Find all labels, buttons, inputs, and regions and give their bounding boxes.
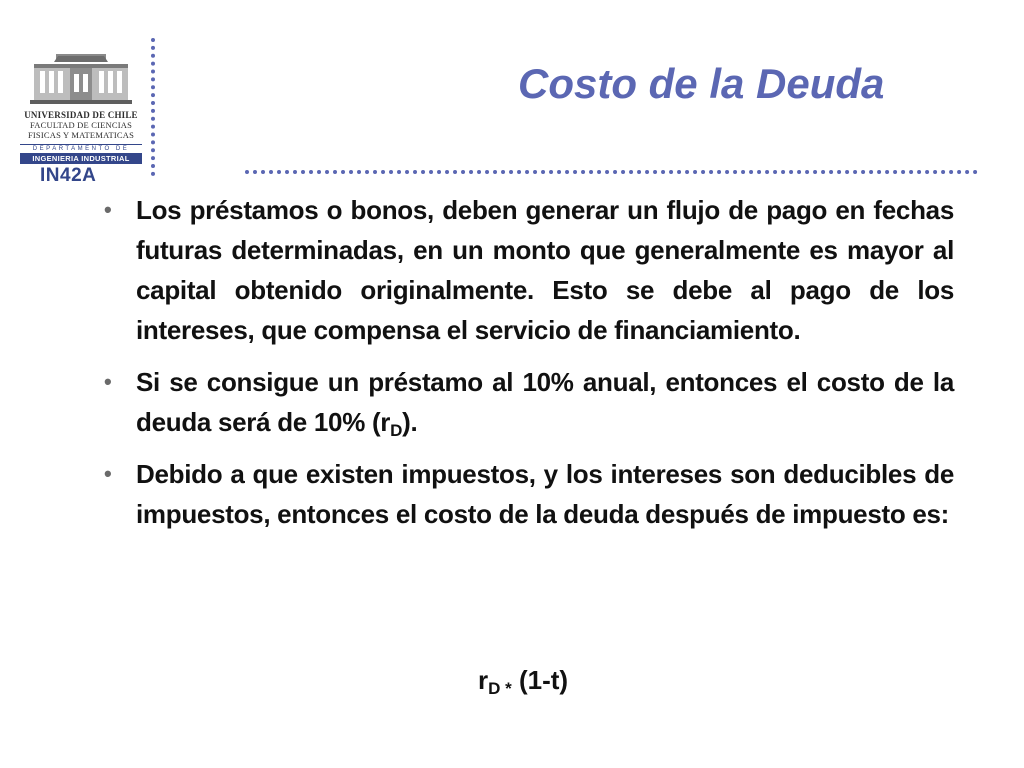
logo-department-name: INGENIERIA INDUSTRIAL	[20, 153, 142, 164]
bullet-text: Debido a que existen impuestos, y los intereses son deducibles de impuestos, entonces el costo de la deuda después de impuesto es:	[136, 459, 954, 529]
logo-faculty-line1: FACULTAD DE CIENCIAS	[29, 120, 133, 130]
building-logo-icon	[20, 50, 142, 106]
formula-base: r	[478, 665, 489, 695]
bullet-list	[104, 190, 954, 534]
formula-rest: (1-t)	[511, 665, 569, 695]
logo-department-label: DEPARTAMENTO DE	[20, 144, 142, 153]
bullet-item	[104, 362, 954, 442]
bullet-item	[104, 454, 954, 534]
bullet-text: Si se consigue un préstamo al 10% anual, entonces el costo de la deuda será de 10% (r	[136, 367, 954, 437]
slide-body	[104, 190, 954, 546]
formula-subscript: D *	[488, 679, 512, 698]
bullet-item	[104, 190, 954, 350]
logo-university-name: UNIVERSIDAD DE CHILE	[24, 110, 138, 120]
formula	[478, 665, 568, 696]
course-code: IN42A	[40, 165, 97, 186]
university-logo	[20, 50, 142, 164]
slide-title: Costo de la Deuda	[518, 60, 885, 107]
bullet-text: Los préstamos o bonos, deben generar un flujo de pago en fechas futuras determinadas, en un monto que generalmente es mayor al capital obtenido originalmente. Esto se debe al pago de los intereses, que compensa el servicio de financiamiento.	[136, 195, 954, 345]
bullet-dot-icon: •	[104, 461, 112, 486]
horizontal-dotted-divider	[245, 170, 978, 174]
subscript: D	[390, 421, 403, 440]
vertical-dotted-divider	[151, 38, 155, 176]
bullet-dot-icon: •	[104, 197, 112, 222]
logo-faculty-line2: FISICAS Y MATEMATICAS	[27, 130, 135, 140]
bullet-text-end: ).	[402, 407, 418, 437]
bullet-dot-icon: •	[104, 369, 112, 394]
